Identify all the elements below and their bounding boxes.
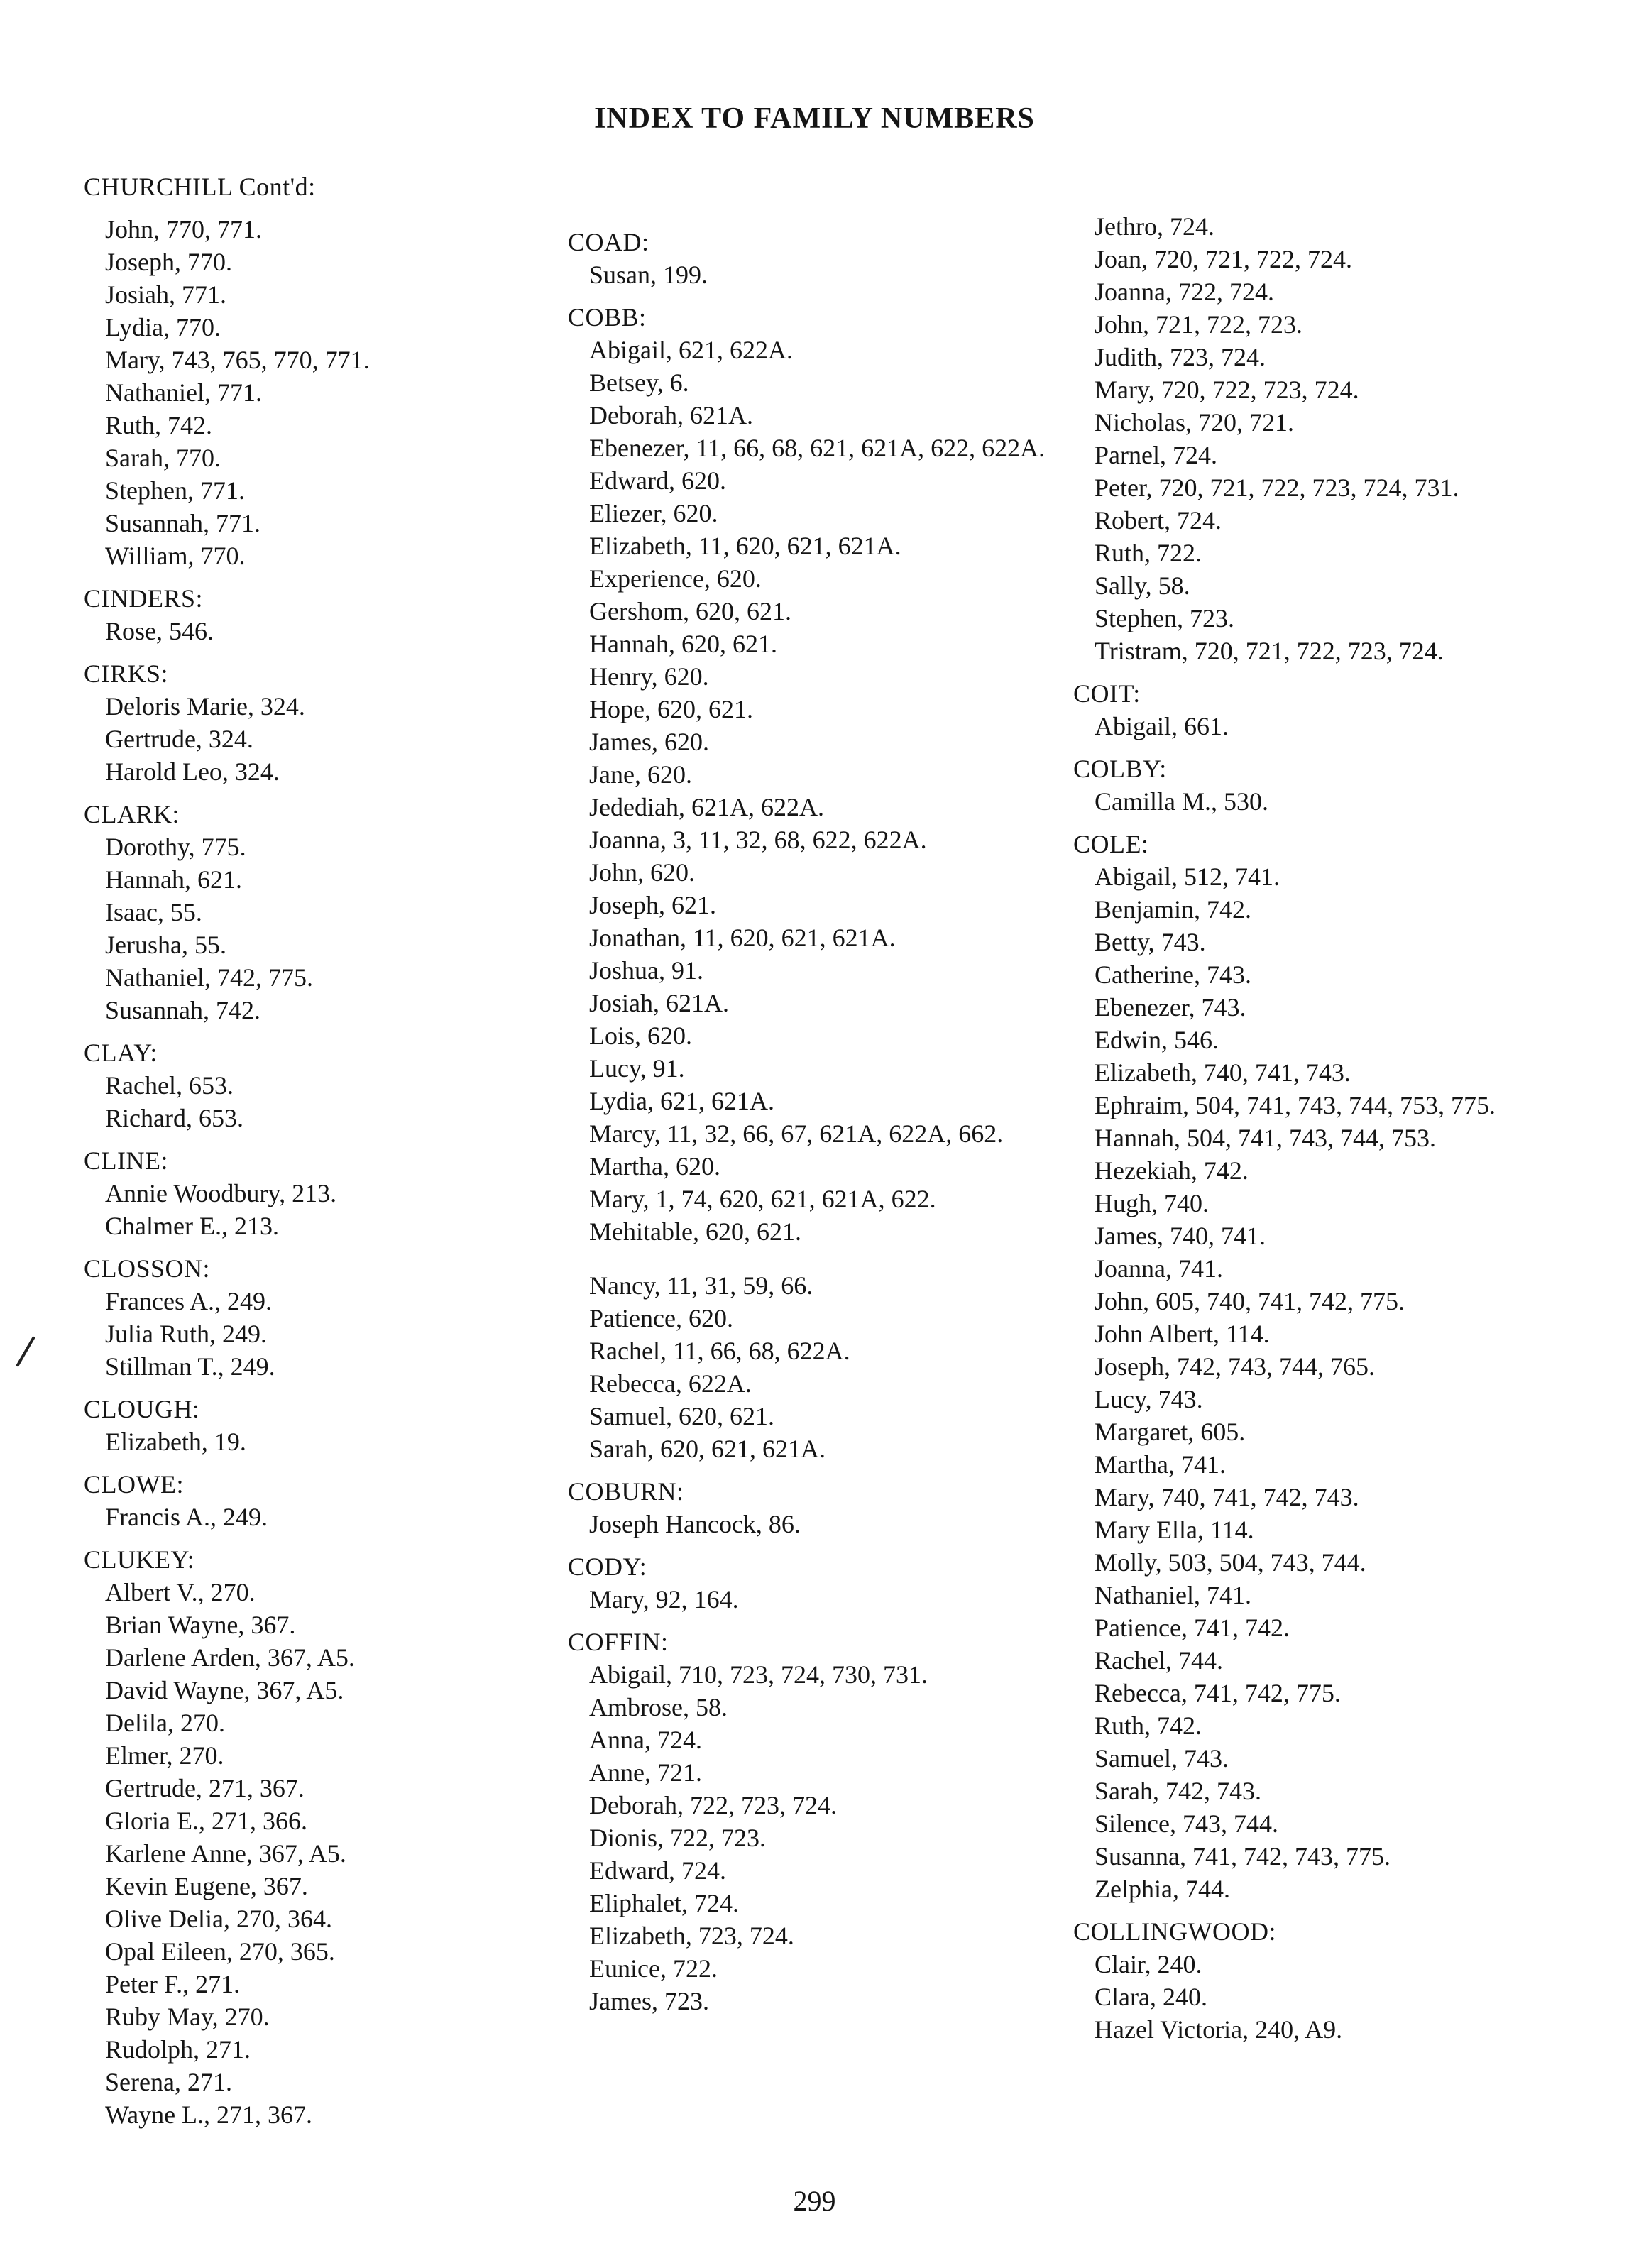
index-entry: Lydia, 770. — [105, 313, 221, 341]
index-entry: Darlene Arden, 367, A5. — [105, 1643, 355, 1672]
index-entry: John, 605, 740, 741, 742, 775. — [1095, 1287, 1405, 1315]
index-entry: Deborah, 722, 723, 724. — [589, 1791, 837, 1819]
index-entry: Stillman T., 249. — [105, 1352, 275, 1381]
index-entry: Stephen, 771. — [105, 476, 245, 505]
index-entry: Hannah, 504, 741, 743, 744, 753. — [1095, 1124, 1436, 1152]
index-entry: Rachel, 11, 66, 68, 622A. — [589, 1337, 850, 1365]
index-entry: Joseph Hancock, 86. — [589, 1510, 801, 1538]
surname-group — [568, 1269, 1051, 1465]
index-entry: Edward, 724. — [589, 1856, 726, 1885]
index-entry: Samuel, 743. — [1095, 1744, 1229, 1773]
index-entry: Experience, 620. — [589, 564, 762, 593]
index-entry: Sally, 58. — [1095, 571, 1190, 600]
index-entry: Albert V., 270. — [105, 1578, 256, 1606]
index-entry: Eliphalet, 724. — [589, 1889, 739, 1917]
surname-group — [1073, 210, 1570, 667]
index-entry: Francis A., 249. — [105, 1503, 268, 1531]
index-entry: Nathaniel, 742, 775. — [105, 963, 313, 992]
index-entry: Brian Wayne, 367. — [105, 1611, 296, 1639]
surname-heading: CODY: — [568, 1552, 647, 1581]
surname-heading: CHURCHILL Cont'd: — [84, 172, 316, 201]
index-entry: Ebenezer, 743. — [1095, 993, 1246, 1021]
index-column-1 — [84, 170, 538, 2141]
index-entry: Betsey, 6. — [589, 368, 689, 397]
index-entry: Edward, 620. — [589, 466, 726, 495]
index-entry: Elizabeth, 740, 741, 743. — [1095, 1058, 1351, 1087]
index-entry: Jethro, 724. — [1095, 212, 1214, 241]
index-entry: Hezekiah, 742. — [1095, 1156, 1249, 1185]
surname-heading: COBURN: — [568, 1477, 684, 1506]
index-entry: Serena, 271. — [105, 2068, 232, 2096]
index-entry: Richard, 653. — [105, 1104, 243, 1132]
index-entry: Deloris Marie, 324. — [105, 692, 305, 721]
index-entry: Hannah, 621. — [105, 865, 242, 894]
index-entry: Ambrose, 58. — [589, 1693, 728, 1721]
surname-group — [84, 1468, 538, 1533]
index-entry: Anna, 724. — [589, 1726, 702, 1754]
index-entry: Susannah, 742. — [105, 996, 260, 1024]
margin-pencil-mark — [16, 1336, 35, 1367]
surname-group — [84, 798, 538, 1026]
index-entry: Nathaniel, 741. — [1095, 1581, 1251, 1609]
index-entry: Deborah, 621A. — [589, 401, 753, 429]
index-entry: Elizabeth, 19. — [105, 1428, 246, 1456]
index-entry: Betty, 743. — [1095, 928, 1206, 956]
index-entry: Dionis, 722, 723. — [589, 1824, 767, 1852]
index-entry: Catherine, 743. — [1095, 960, 1251, 989]
index-entry: Mary, 740, 741, 742, 743. — [1095, 1483, 1359, 1511]
index-entry: Ruth, 742. — [1095, 1711, 1202, 1740]
index-entry: William, 770. — [105, 542, 246, 570]
surname-heading: CINDERS: — [84, 584, 204, 613]
index-entry: Rachel, 744. — [1095, 1646, 1223, 1675]
index-entry: Josiah, 771. — [105, 280, 226, 309]
index-entry: Julia Ruth, 249. — [105, 1320, 268, 1348]
index-entry: Margaret, 605. — [1095, 1418, 1246, 1446]
index-entry: Sarah, 742, 743. — [1095, 1777, 1261, 1805]
index-entry: Ruth, 742. — [105, 411, 213, 439]
index-entry: James, 740, 741. — [1095, 1222, 1266, 1250]
index-entry: Abigail, 661. — [1095, 712, 1229, 740]
index-entry: Gershom, 620, 621. — [589, 597, 791, 625]
index-entry: Silence, 743, 744. — [1095, 1809, 1278, 1838]
surname-heading: CLUKEY: — [84, 1545, 195, 1574]
index-entry: Rudolph, 271. — [105, 2035, 251, 2064]
index-entry: Joanna, 3, 11, 32, 68, 622, 622A. — [589, 826, 927, 854]
index-entry: Judith, 723, 724. — [1095, 343, 1266, 371]
index-entry: Tristram, 720, 721, 722, 723, 724. — [1095, 637, 1444, 665]
index-entry: Joseph, 621. — [589, 891, 716, 919]
index-entry: Rebecca, 741, 742, 775. — [1095, 1679, 1341, 1707]
index-entry: Isaac, 55. — [105, 898, 202, 926]
index-entry: Joan, 720, 721, 722, 724. — [1095, 245, 1352, 273]
surname-heading: CLAY: — [84, 1039, 158, 1067]
index-entry: Lucy, 743. — [1095, 1385, 1203, 1413]
surname-group — [84, 582, 538, 647]
index-entry: Joanna, 741. — [1095, 1254, 1223, 1283]
index-entry: Patience, 620. — [589, 1304, 733, 1332]
index-entry: John, 770, 771. — [105, 215, 263, 243]
surname-group — [568, 301, 1051, 1248]
surname-group — [84, 1144, 538, 1242]
index-entry: Abigail, 512, 741. — [1095, 862, 1280, 891]
index-entry: Nathaniel, 771. — [105, 378, 262, 407]
index-entry: Mehitable, 620, 621. — [589, 1217, 801, 1246]
index-entry: Elmer, 270. — [105, 1741, 224, 1770]
index-entry: Rose, 546. — [105, 617, 214, 645]
surname-group — [1073, 1915, 1570, 2046]
index-column-2 — [568, 226, 1051, 2027]
index-entry: Gertrude, 324. — [105, 725, 253, 753]
index-entry: Ebenezer, 11, 66, 68, 621, 621A, 622, 622A. — [589, 434, 1046, 462]
surname-heading: CIRKS: — [84, 659, 169, 688]
index-entry: Zelphia, 744. — [1095, 1875, 1230, 1903]
index-entry: Dorothy, 775. — [105, 833, 246, 861]
index-entry: Robert, 724. — [1095, 506, 1222, 535]
index-entry: Marcy, 11, 32, 66, 67, 621A, 622A, 662. — [589, 1119, 1004, 1148]
index-entry: Molly, 503, 504, 743, 744. — [1095, 1548, 1366, 1577]
surname-group — [568, 226, 1051, 291]
index-entry: Samuel, 620, 621. — [589, 1402, 774, 1430]
index-column-3 — [1073, 210, 1570, 2056]
index-entry: Patience, 741, 742. — [1095, 1614, 1290, 1642]
page-number: 299 — [793, 2185, 836, 2217]
surname-group — [84, 657, 538, 788]
index-entry: John, 620. — [589, 858, 696, 887]
surname-heading: CLOUGH: — [84, 1395, 200, 1423]
index-entry: Peter, 720, 721, 722, 723, 724, 731. — [1095, 473, 1459, 502]
index-entry: James, 723. — [589, 1987, 709, 2015]
surname-group — [84, 1543, 538, 2131]
surname-heading: CLARK: — [84, 800, 180, 828]
index-entry: Sarah, 620, 621, 621A. — [589, 1435, 826, 1463]
page-title: INDEX TO FAMILY NUMBERS — [594, 102, 1035, 135]
index-entry: Lydia, 621, 621A. — [589, 1087, 774, 1115]
index-entry: Kevin Eugene, 367. — [105, 1872, 308, 1900]
index-entry: Nicholas, 720, 721. — [1095, 408, 1294, 437]
surname-heading: CLOSSON: — [84, 1254, 211, 1283]
surname-group — [1073, 677, 1570, 743]
index-entry: John Albert, 114. — [1095, 1320, 1270, 1348]
surname-heading: COIT: — [1073, 679, 1141, 708]
index-entry: Mary, 743, 765, 770, 771. — [105, 346, 370, 374]
surname-group — [1073, 752, 1570, 818]
surname-heading: COBB: — [568, 303, 647, 332]
index-entry: Susan, 199. — [589, 261, 708, 289]
index-entry: Camilla M., 530. — [1095, 787, 1268, 816]
index-entry: Olive Delia, 270, 364. — [105, 1905, 332, 1933]
index-entry: James, 620. — [589, 728, 709, 756]
index-entry: Joseph, 742, 743, 744, 765. — [1095, 1352, 1375, 1381]
surname-group — [84, 170, 538, 572]
index-entry: Jane, 620. — [589, 760, 692, 789]
surname-heading: COLLINGWOOD: — [1073, 1917, 1276, 1946]
index-entry: Mary, 720, 722, 723, 724. — [1095, 376, 1359, 404]
index-entry: Ruth, 722. — [1095, 539, 1202, 567]
index-entry: Wayne L., 271, 367. — [105, 2100, 313, 2129]
index-entry: Lois, 620. — [589, 1021, 693, 1050]
surname-heading: COLE: — [1073, 830, 1149, 858]
index-entry: Rachel, 653. — [105, 1071, 234, 1100]
index-entry: Harold Leo, 324. — [105, 757, 280, 786]
surname-heading: CLINE: — [84, 1146, 168, 1175]
index-entry: Stephen, 723. — [1095, 604, 1234, 632]
index-entry: Mary Ella, 114. — [1095, 1516, 1254, 1544]
index-entry: Jerusha, 55. — [105, 931, 226, 959]
index-entry: Eliezer, 620. — [589, 499, 718, 527]
surname-group — [84, 1393, 538, 1458]
index-entry: Susannah, 771. — [105, 509, 260, 537]
index-entry: Joseph, 770. — [105, 248, 232, 276]
index-entry: Frances A., 249. — [105, 1287, 272, 1315]
surname-heading: COLBY: — [1073, 755, 1167, 783]
surname-heading: CLOWE: — [84, 1470, 184, 1499]
index-entry: Nancy, 11, 31, 59, 66. — [589, 1271, 813, 1300]
surname-group — [568, 1475, 1051, 1540]
index-entry: John, 721, 722, 723. — [1095, 310, 1303, 339]
index-entry: Mary, 92, 164. — [589, 1585, 739, 1614]
index-entry: Eunice, 722. — [589, 1954, 718, 1983]
index-entry: Lucy, 91. — [589, 1054, 685, 1083]
index-entry: Hannah, 620, 621. — [589, 630, 777, 658]
index-entry: Annie Woodbury, 213. — [105, 1179, 337, 1207]
surname-group — [84, 1252, 538, 1383]
index-entry: Mary, 1, 74, 620, 621, 621A, 622. — [589, 1185, 936, 1213]
index-entry: David Wayne, 367, A5. — [105, 1676, 344, 1704]
index-entry: Opal Eileen, 270, 365. — [105, 1937, 335, 1966]
index-entry: Rebecca, 622A. — [589, 1369, 752, 1398]
surname-group — [568, 1626, 1051, 2017]
index-entry: Parnel, 724. — [1095, 441, 1217, 469]
index-entry: Martha, 620. — [589, 1152, 720, 1180]
index-entry: Gloria E., 271, 366. — [105, 1807, 307, 1835]
index-entry: Karlene Anne, 367, A5. — [105, 1839, 346, 1868]
surname-heading: COFFIN: — [568, 1628, 669, 1656]
index-entry: Abigail, 621, 622A. — [589, 336, 793, 364]
index-entry: Gertrude, 271, 367. — [105, 1774, 305, 1802]
index-entry: Delila, 270. — [105, 1709, 225, 1737]
index-entry: Hope, 620, 621. — [589, 695, 753, 723]
index-entry: Peter F., 271. — [105, 1970, 241, 1998]
index-entry: Ephraim, 504, 741, 743, 744, 753, 775. — [1095, 1091, 1496, 1119]
index-entry: Clair, 240. — [1095, 1950, 1202, 1978]
index-entry: Joanna, 722, 724. — [1095, 278, 1274, 306]
index-entry: Joshua, 91. — [589, 956, 703, 985]
surname-group — [568, 1550, 1051, 1616]
index-entry: Susanna, 741, 742, 743, 775. — [1095, 1842, 1391, 1870]
index-entry: Chalmer E., 213. — [105, 1212, 279, 1240]
index-entry: Benjamin, 742. — [1095, 895, 1251, 924]
index-entry: Henry, 620. — [589, 662, 709, 691]
surname-group — [1073, 828, 1570, 1905]
index-entry: Ruby May, 270. — [105, 2003, 270, 2031]
index-entry: Hazel Victoria, 240, A9. — [1095, 2015, 1343, 2044]
surname-heading: COAD: — [568, 228, 649, 256]
index-entry: Hugh, 740. — [1095, 1189, 1209, 1217]
index-entry: Elizabeth, 723, 724. — [589, 1922, 794, 1950]
index-entry: Clara, 240. — [1095, 1983, 1207, 2011]
index-entry: Josiah, 621A. — [589, 989, 729, 1017]
index-entry: Anne, 721. — [589, 1758, 702, 1787]
index-entry: Martha, 741. — [1095, 1450, 1226, 1479]
index-entry: Elizabeth, 11, 620, 621, 621A. — [589, 532, 901, 560]
index-entry: Jedediah, 621A, 622A. — [589, 793, 824, 821]
index-entry: Sarah, 770. — [105, 444, 221, 472]
index-entry: Edwin, 546. — [1095, 1026, 1219, 1054]
surname-group — [84, 1036, 538, 1134]
index-entry: Jonathan, 11, 620, 621, 621A. — [589, 924, 896, 952]
index-entry: Abigail, 710, 723, 724, 730, 731. — [589, 1660, 928, 1689]
